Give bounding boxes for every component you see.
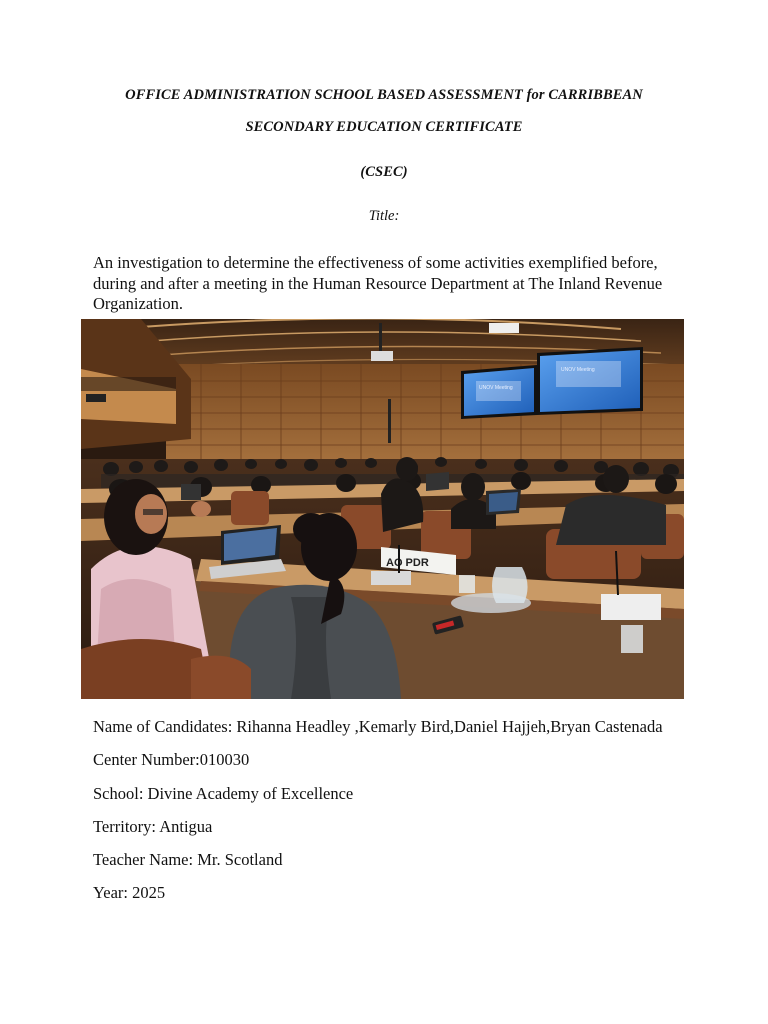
school-line: School: Divine Academy of Excellence [93, 784, 354, 803]
center-number-line: Center Number:010030 [93, 750, 250, 769]
header-line-1: OFFICE ADMINISTRATION SCHOOL BASED ASSESSMENT for CARRIBBEAN [125, 87, 643, 103]
placard-label: AO PDR [386, 557, 429, 569]
header-line-3: (CSEC) [360, 164, 408, 180]
svg-text:UNOV Meeting: UNOV Meeting [479, 385, 513, 391]
conference-photo [81, 319, 684, 699]
header-line-2: SECONDARY EDUCATION CERTIFICATE [245, 119, 523, 135]
teacher-line: Teacher Name: Mr. Scotland [93, 850, 283, 869]
svg-text:UNOV Meeting: UNOV Meeting [561, 367, 595, 373]
year-line: Year: 2025 [93, 883, 166, 902]
candidates-line: Name of Candidates: Rihanna Headley ,Kemarly Bird,Daniel Hajjeh,Bryan Castenada [93, 717, 663, 736]
title-label: Title: [368, 208, 400, 224]
investigation-title: An investigation to determine the effectiveness of some activities exemplified before, during and after a meeting in the Human Resource Department at The Inland Revenue Organization. [93, 253, 663, 313]
territory-line: Territory: Antigua [93, 817, 213, 836]
